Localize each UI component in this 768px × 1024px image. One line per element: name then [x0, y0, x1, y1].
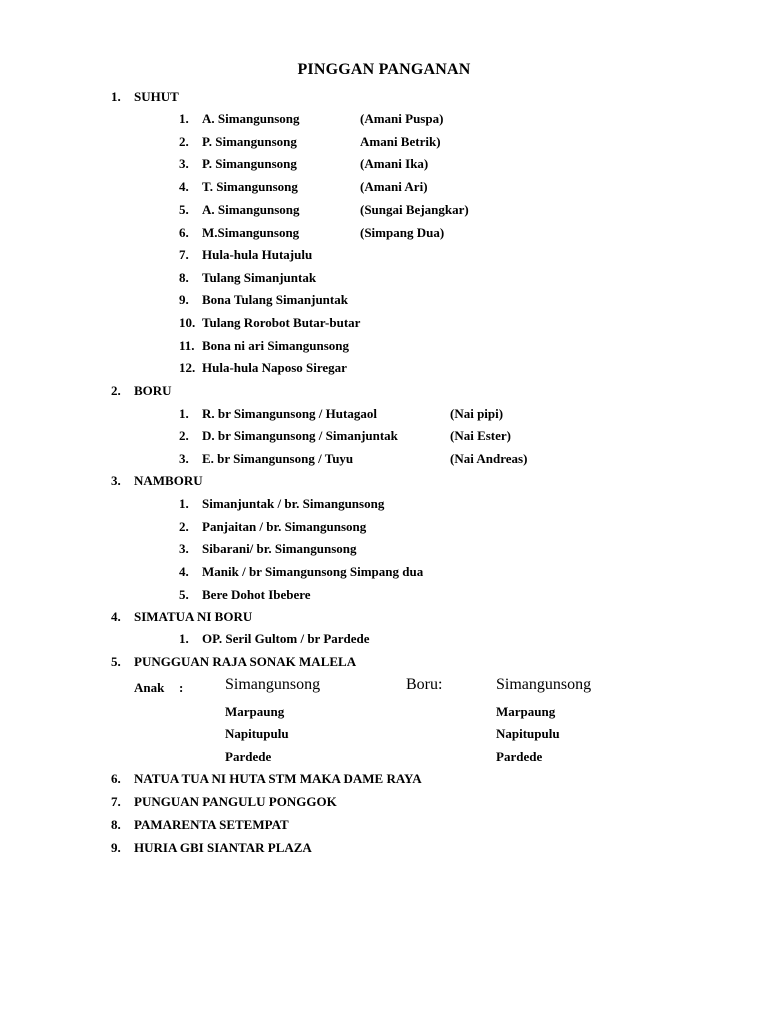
section-label: SIMATUA NI BORU	[134, 609, 253, 624]
list-item	[179, 631, 370, 647]
section-label: HURIA GBI SIANTAR PLAZA	[134, 840, 312, 855]
item-number: 6.	[179, 225, 189, 240]
list-item	[179, 156, 429, 172]
list-item	[179, 111, 444, 127]
item-name: Tulang Simanjuntak	[202, 270, 317, 285]
anak-colon: :	[179, 680, 184, 695]
item-note: (Amani Ari)	[360, 179, 428, 194]
item-name: R. br Simangunsong / Hutagaol	[202, 406, 377, 421]
list-item	[179, 519, 367, 535]
item-number: 9.	[179, 292, 189, 307]
item-note: (Nai pipi)	[450, 406, 504, 421]
item-note: Amani Betrik)	[360, 134, 441, 149]
item-number: 3.	[179, 451, 189, 466]
section-number: 5.	[111, 654, 121, 669]
section-number: 6.	[111, 771, 121, 786]
boru-item: Napitupulu	[496, 726, 560, 741]
list-item	[179, 247, 313, 263]
anak-label-text: Anak	[134, 680, 165, 695]
section-label: BORU	[134, 383, 172, 398]
item-name: D. br Simangunsong / Simanjuntak	[202, 428, 398, 443]
anak-heading: Simangunsong	[225, 676, 321, 693]
item-name: A. Simangunsong	[202, 202, 300, 217]
item-number: 1.	[179, 406, 189, 421]
boru-heading: Simangunsong	[496, 676, 592, 693]
item-name: P. Simangunsong	[202, 156, 297, 171]
item-name: Hula-hula Hutajulu	[202, 247, 313, 262]
item-number: 3.	[179, 156, 189, 171]
item-name: M.Simangunsong	[202, 225, 300, 240]
list-item	[179, 564, 424, 580]
item-name: Sibarani/ br. Simangunsong	[202, 541, 357, 556]
section-number: 1.	[111, 89, 121, 104]
list-item	[179, 428, 512, 444]
item-name: P. Simangunsong	[202, 134, 297, 149]
item-number: 4.	[179, 179, 189, 194]
section-label: PUNGGUAN RAJA SONAK MALELA	[134, 654, 357, 669]
item-number: 5.	[179, 202, 189, 217]
section-number: 3.	[111, 473, 121, 488]
item-name: Bona Tulang Simanjuntak	[202, 292, 348, 307]
item-name: E. br Simangunsong / Tuyu	[202, 451, 354, 466]
section-label: PUNGUAN PANGULU PONGGOK	[134, 794, 337, 809]
boru-item: Marpaung	[496, 704, 556, 719]
section-label: PAMARENTA SETEMPAT	[134, 817, 289, 832]
item-name: Manik / br Simangunsong Simpang dua	[202, 564, 424, 579]
section-number: 2.	[111, 383, 121, 398]
item-number: 1.	[179, 496, 189, 511]
item-number: 7.	[179, 247, 189, 262]
list-item	[179, 338, 350, 354]
item-number: 1.	[179, 111, 189, 126]
item-number: 2.	[179, 134, 189, 149]
item-note: (Nai Ester)	[450, 428, 512, 443]
section-number: 4.	[111, 609, 121, 624]
item-note: (Amani Puspa)	[360, 111, 444, 126]
list-item	[179, 406, 504, 422]
list-item	[179, 360, 347, 376]
section-label: NAMBORU	[134, 473, 203, 488]
item-name: Bere Dohot Ibebere	[202, 587, 311, 602]
item-name: T. Simangunsong	[202, 179, 298, 194]
section-7	[111, 794, 337, 810]
item-name: Simanjuntak / br. Simangunsong	[202, 496, 385, 511]
list-item	[179, 451, 528, 467]
item-name: OP. Seril Gultom / br Pardede	[202, 631, 370, 646]
item-note: (Amani Ika)	[360, 156, 429, 171]
item-note: (Sungai Bejangkar)	[360, 202, 469, 217]
section-5	[111, 654, 357, 670]
section-label: NATUA TUA NI HUTA STM MAKA DAME RAYA	[134, 771, 422, 786]
section-6	[111, 771, 422, 787]
item-number: 11.	[179, 338, 195, 353]
item-number: 8.	[179, 270, 189, 285]
anak-item: Marpaung	[225, 704, 285, 719]
list-item	[179, 541, 357, 557]
list-item	[179, 315, 361, 331]
item-number: 4.	[179, 564, 189, 579]
boru-label: Boru:	[406, 676, 443, 693]
item-note: (Simpang Dua)	[360, 225, 445, 240]
item-number: 3.	[179, 541, 189, 556]
item-number: 2.	[179, 428, 189, 443]
item-name: Bona ni ari Simangunsong	[202, 338, 350, 353]
item-name: A. Simangunsong	[202, 111, 300, 126]
item-note: (Nai Andreas)	[450, 451, 528, 466]
item-number: 2.	[179, 519, 189, 534]
list-item	[179, 270, 317, 286]
item-name: Tulang Rorobot Butar-butar	[202, 315, 361, 330]
page-title: PINGGAN PANGANAN	[297, 61, 471, 78]
anak-item: Napitupulu	[225, 726, 289, 741]
list-item	[179, 225, 445, 241]
list-item	[179, 202, 469, 218]
item-number: 1.	[179, 631, 189, 646]
section-9	[111, 840, 312, 856]
list-item	[179, 587, 311, 603]
section-2	[111, 383, 172, 399]
section-1	[111, 89, 179, 105]
boru-item: Pardede	[496, 749, 543, 764]
list-item	[179, 292, 348, 308]
anak-item: Pardede	[225, 749, 272, 764]
section-label: SUHUT	[134, 89, 179, 104]
item-name: Hula-hula Naposo Siregar	[202, 360, 347, 375]
section-8	[111, 817, 289, 833]
section-number: 7.	[111, 794, 121, 809]
item-number: 10.	[179, 315, 196, 330]
list-item	[179, 496, 385, 512]
list-item	[179, 134, 441, 150]
anak-label	[134, 680, 184, 696]
list-item	[179, 179, 428, 195]
item-number: 5.	[179, 587, 189, 602]
section-number: 8.	[111, 817, 121, 832]
item-number: 12.	[179, 360, 196, 375]
section-4	[111, 609, 253, 625]
item-name: Panjaitan / br. Simangunsong	[202, 519, 367, 534]
section-number: 9.	[111, 840, 121, 855]
section-3	[111, 473, 203, 489]
